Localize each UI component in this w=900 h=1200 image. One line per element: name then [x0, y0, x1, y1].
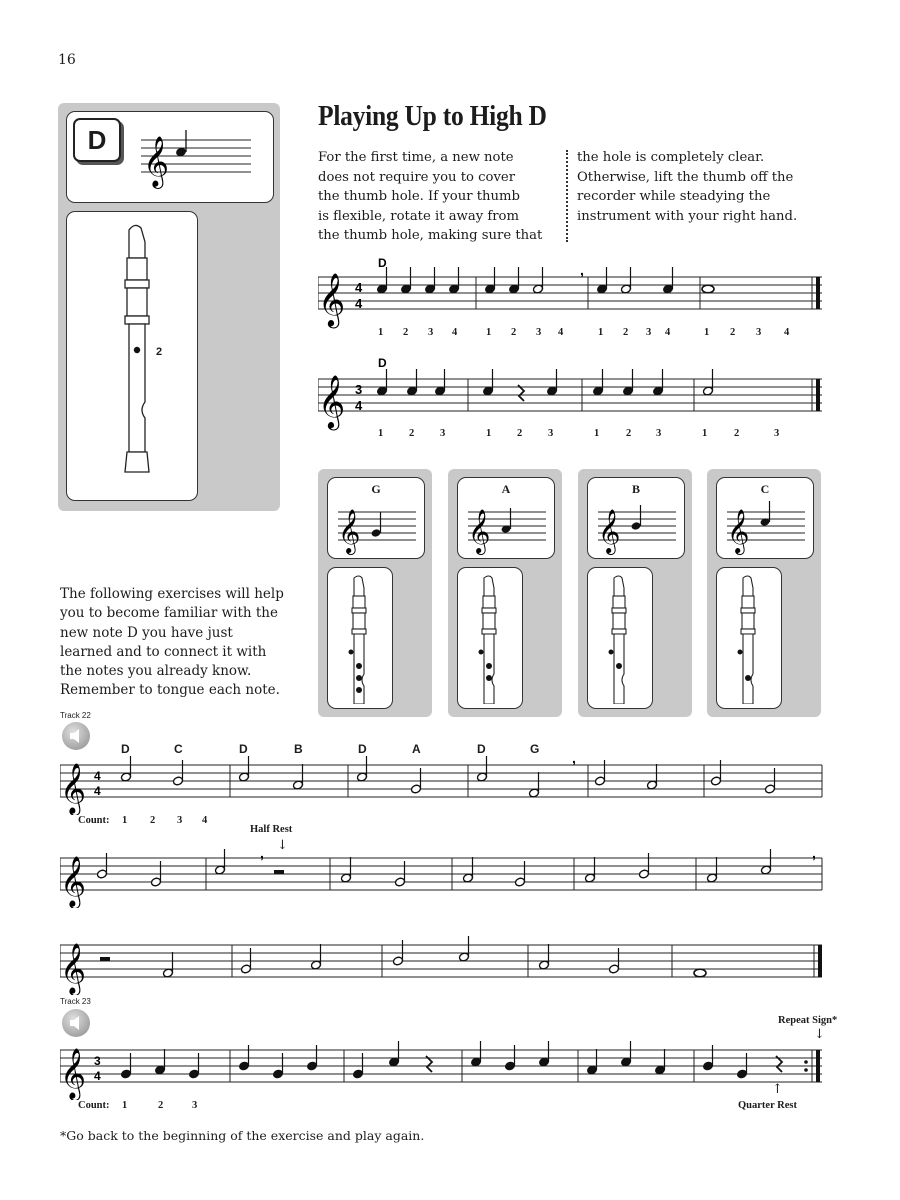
count: 2 [730, 327, 736, 338]
fingering-panel-a [448, 469, 562, 717]
recorder-icon [602, 574, 638, 704]
count: 1 [378, 327, 384, 338]
count: 2 [409, 428, 415, 439]
svg-text:4: 4 [94, 784, 101, 798]
count: 2 [150, 815, 156, 826]
note-label: B [294, 742, 303, 756]
count: 1 [702, 428, 708, 439]
count: 3 [192, 1100, 198, 1111]
staff-note-c [727, 498, 807, 558]
note-letter: G [371, 482, 381, 496]
count: 3 [756, 327, 762, 338]
exercise-2-staff [318, 355, 828, 435]
treble-clef-icon: 𝄞 [60, 944, 87, 993]
half-rest-label: Half Rest [250, 824, 293, 835]
intro-line: the thumb hole. If your thumb [318, 189, 520, 204]
thumb-hole-label: 2 [156, 346, 163, 358]
note-label: D [378, 256, 387, 270]
time-sig-bottom: 4 [355, 296, 363, 311]
track-22-staff-1 [60, 755, 830, 815]
column-divider [566, 150, 568, 242]
treble-clef-icon: 𝄞 [727, 511, 750, 553]
exercise-1-counts [318, 327, 828, 341]
exercise-2-counts [318, 428, 828, 442]
fingering-panel-g [318, 469, 432, 717]
fingering-panel-d [58, 103, 280, 511]
instructions-paragraph [60, 585, 284, 701]
track-22-staff-2 [60, 848, 830, 908]
recorder-icon [472, 574, 508, 704]
note-label: C [174, 742, 183, 756]
page-number: 16 [58, 52, 76, 68]
count: 2 [623, 327, 629, 338]
count: 3 [440, 428, 446, 439]
count-label: Count: [78, 815, 110, 826]
paragraph-line: The following exercises will help [60, 586, 284, 602]
breath-mark-icon: , [812, 848, 816, 861]
recorder-card-d [66, 211, 198, 501]
count: 1 [594, 428, 600, 439]
half-rest-icon [274, 870, 284, 874]
note-label: G [530, 742, 540, 756]
staff-note-a [468, 498, 548, 558]
breath-mark-icon: , [580, 262, 584, 278]
page-title: Playing Up to High D [318, 100, 547, 132]
treble-clef-icon: 𝄞 [338, 511, 361, 553]
footnote: *Go back to the beginning of the exercise and play again. [60, 1128, 425, 1143]
treble-clef-icon: 𝄞 [143, 137, 170, 186]
note-label: D [477, 742, 486, 756]
count: 3 [656, 428, 662, 439]
recorder-icon [115, 222, 175, 487]
intro-left-column [318, 148, 542, 246]
note-card-c [716, 477, 814, 559]
svg-text:3: 3 [94, 1054, 101, 1068]
count: 1 [486, 428, 492, 439]
count: 1 [598, 327, 604, 338]
count: 1 [122, 815, 128, 826]
note-letter: B [631, 482, 640, 496]
count: 1 [486, 327, 492, 338]
recorder-card-b [587, 567, 653, 709]
recorder-card-c [716, 567, 782, 709]
note-label: A [412, 742, 421, 756]
quarter-rest-label: Quarter Rest [738, 1100, 797, 1111]
fingering-panel-c [707, 469, 821, 717]
paragraph-line: new note D you have just [60, 624, 233, 641]
note-label: D [239, 742, 248, 756]
svg-text:4: 4 [94, 1069, 101, 1083]
track-22-staff-3 [60, 935, 830, 995]
time-sig-top: 4 [355, 280, 363, 295]
intro-line: the hole is completely clear. [577, 150, 765, 165]
repeat-sign-arrow-icon: ↓ [814, 1027, 825, 1042]
track-23-label: Track 23 [60, 997, 91, 1006]
count: 1 [704, 327, 710, 338]
note-letter-box [73, 118, 121, 162]
intro-line: is flexible, rotate it away from [318, 208, 519, 224]
count: 2 [403, 327, 409, 338]
track-22-label: Track 22 [60, 711, 91, 720]
paragraph-line: you to become familiar with the [60, 605, 278, 622]
count: 3 [774, 428, 780, 439]
note-card-d [66, 111, 274, 203]
count: 1 [122, 1100, 128, 1111]
treble-clef-icon: 𝄞 [60, 764, 87, 813]
treble-clef-icon: 𝄞 [60, 1049, 87, 1098]
breath-mark-icon: , [572, 755, 576, 766]
count: 4 [452, 327, 458, 338]
count: 4 [784, 327, 790, 338]
treble-clef-icon: 𝄞 [468, 511, 491, 553]
intro-line: recorder while steadying the [577, 189, 771, 204]
intro-line: Otherwise, lift the thumb off the [577, 169, 794, 185]
note-letter: A [501, 482, 511, 496]
count: 3 [177, 815, 183, 826]
time-sig-top: 3 [355, 382, 363, 397]
paragraph-line: learned and to connect it with [60, 643, 267, 660]
intro-right-column [577, 148, 797, 226]
intro-line: For the first time, a new note [318, 150, 514, 165]
note-card-b [587, 477, 685, 559]
repeat-sign-label: Repeat Sign* [778, 1015, 838, 1026]
count: 2 [734, 428, 740, 439]
breath-mark-icon: , [260, 848, 264, 861]
treble-clef-icon: 𝄞 [318, 375, 346, 427]
paragraph-line: the notes you already know. [60, 663, 252, 680]
count: 2 [517, 428, 523, 439]
count: 2 [158, 1100, 164, 1111]
note-label: D [378, 356, 387, 370]
treble-clef-icon: 𝄞 [318, 273, 346, 325]
count-label: Count: [78, 1100, 110, 1111]
count: 1 [378, 428, 384, 439]
staff-note-g [338, 498, 418, 558]
staff-note-b [598, 498, 678, 558]
count: 2 [626, 428, 632, 439]
note-label: D [358, 742, 367, 756]
half-rest-arrow-icon: ↓ [277, 838, 288, 853]
recorder-card-a [457, 567, 523, 709]
quarter-rest-arrow-icon: ↑ [772, 1082, 783, 1097]
recorder-icon [731, 574, 767, 704]
count: 4 [202, 815, 208, 826]
recorder-icon [342, 574, 378, 704]
count: 4 [665, 327, 671, 338]
intro-line: does not require you to cover [318, 169, 516, 185]
paragraph-line: Remember to tongue each note. [60, 682, 280, 699]
track-23-counts [78, 1100, 278, 1114]
note-letter: C [760, 482, 770, 496]
treble-clef-icon: 𝄞 [598, 511, 621, 553]
count: 3 [646, 327, 652, 338]
note-card-g [327, 477, 425, 559]
intro-line: the thumb hole, making sure that [318, 228, 543, 243]
count: 3 [536, 327, 542, 338]
intro-line: instrument with your right hand. [577, 208, 798, 224]
count: 3 [428, 327, 434, 338]
track-22-counts [78, 815, 278, 829]
track-23-staff [60, 1040, 830, 1100]
note-label: D [121, 742, 130, 756]
svg-text:4: 4 [94, 769, 101, 783]
treble-clef-icon: 𝄞 [60, 857, 87, 906]
speaker-icon[interactable] [62, 1009, 90, 1037]
count: 2 [511, 327, 517, 338]
staff-note-d [141, 126, 261, 196]
time-sig-bottom: 4 [355, 398, 363, 413]
count: 4 [558, 327, 564, 338]
note-card-a [457, 477, 555, 559]
half-rest-icon [100, 957, 110, 961]
recorder-card-g [327, 567, 393, 709]
note-letter: D [87, 125, 107, 155]
count: 3 [548, 428, 554, 439]
fingering-panel-b [578, 469, 692, 717]
